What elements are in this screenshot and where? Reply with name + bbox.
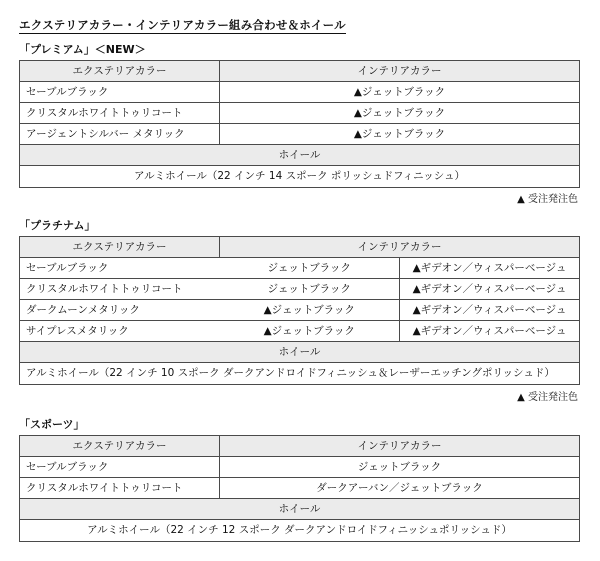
interior-alt-cell: ▲ギデオン／ウィスパーベージュ bbox=[400, 300, 580, 321]
wheel-row bbox=[20, 166, 580, 188]
exterior-cell: ダークムーンメタリック bbox=[20, 300, 220, 321]
page-title: エクステリアカラー・インテリアカラー組み合わせ＆ホイール bbox=[19, 18, 346, 32]
platinum-table bbox=[19, 236, 580, 385]
table-row bbox=[20, 457, 580, 478]
interior-alt-cell: ▲ギデオン／ウィスパーベージュ bbox=[400, 279, 580, 300]
exterior-cell: クリスタルホワイトトゥリコート bbox=[20, 279, 220, 300]
interior-header: インテリアカラー bbox=[220, 237, 580, 258]
interior-cell: ジェットブラック bbox=[220, 279, 400, 300]
wheel-row bbox=[20, 363, 580, 385]
legend-order-color: ▲ 受注発注色 bbox=[517, 194, 578, 205]
exterior-cell: セーブルブラック bbox=[20, 82, 220, 103]
table-header-row bbox=[20, 237, 580, 258]
exterior-cell: サイプレスメタリック bbox=[20, 321, 220, 342]
exterior-cell: クリスタルホワイトトゥリコート bbox=[20, 478, 220, 499]
exterior-cell: アージェントシルバー メタリック bbox=[20, 124, 220, 145]
interior-cell: ▲ジェットブラック bbox=[220, 82, 580, 103]
wheel-cell: アルミホイール（22 インチ 14 スポーク ポリッシュドフィニッシュ） bbox=[20, 166, 580, 188]
table-header-row bbox=[20, 61, 580, 82]
wheel-header: ホイール bbox=[20, 145, 580, 166]
interior-alt-cell: ▲ギデオン／ウィスパーベージュ bbox=[400, 258, 580, 279]
table-row bbox=[20, 300, 580, 321]
interior-cell: ジェットブラック bbox=[220, 258, 400, 279]
section-title-platinum: 「プラチナム」 bbox=[19, 219, 96, 232]
exterior-header: エクステリアカラー bbox=[20, 436, 220, 457]
interior-cell: ダークアーバン／ジェットブラック bbox=[220, 478, 580, 499]
interior-alt-cell: ▲ギデオン／ウィスパーベージュ bbox=[400, 321, 580, 342]
interior-cell: ジェットブラック bbox=[220, 457, 580, 478]
sports-table bbox=[19, 435, 580, 542]
exterior-cell: クリスタルホワイトトゥリコート bbox=[20, 103, 220, 124]
wheel-header: ホイール bbox=[20, 499, 580, 520]
interior-cell: ▲ジェットブラック bbox=[220, 300, 400, 321]
premium-table bbox=[19, 60, 580, 188]
interior-header: インテリアカラー bbox=[220, 436, 580, 457]
table-row bbox=[20, 82, 580, 103]
table-header-row bbox=[20, 436, 580, 457]
wheel-header: ホイール bbox=[20, 342, 580, 363]
legend-order-color: ▲ 受注発注色 bbox=[517, 392, 578, 403]
interior-header: インテリアカラー bbox=[220, 61, 580, 82]
table-row bbox=[20, 103, 580, 124]
exterior-cell: セーブルブラック bbox=[20, 258, 220, 279]
table-row bbox=[20, 258, 580, 279]
exterior-cell: セーブルブラック bbox=[20, 457, 220, 478]
wheel-header-row bbox=[20, 145, 580, 166]
wheel-row bbox=[20, 520, 580, 542]
wheel-header-row bbox=[20, 342, 580, 363]
exterior-header: エクステリアカラー bbox=[20, 237, 220, 258]
wheel-cell: アルミホイール（22 インチ 10 スポーク ダークアンドロイドフィニッシュ＆レーザーエッチングポリッシュド） bbox=[20, 363, 580, 385]
interior-cell: ▲ジェットブラック bbox=[220, 321, 400, 342]
table-row bbox=[20, 124, 580, 145]
exterior-header: エクステリアカラー bbox=[20, 61, 220, 82]
wheel-header-row bbox=[20, 499, 580, 520]
interior-cell: ▲ジェットブラック bbox=[220, 124, 580, 145]
section-title-premium: 「プレミアム」＜NEW＞ bbox=[19, 43, 146, 56]
wheel-cell: アルミホイール（22 インチ 12 スポーク ダークアンドロイドフィニッシュポリッシュド） bbox=[20, 520, 580, 542]
interior-cell: ▲ジェットブラック bbox=[220, 103, 580, 124]
section-title-sports: 「スポーツ」 bbox=[19, 418, 85, 431]
table-row bbox=[20, 478, 580, 499]
table-row bbox=[20, 279, 580, 300]
table-row bbox=[20, 321, 580, 342]
